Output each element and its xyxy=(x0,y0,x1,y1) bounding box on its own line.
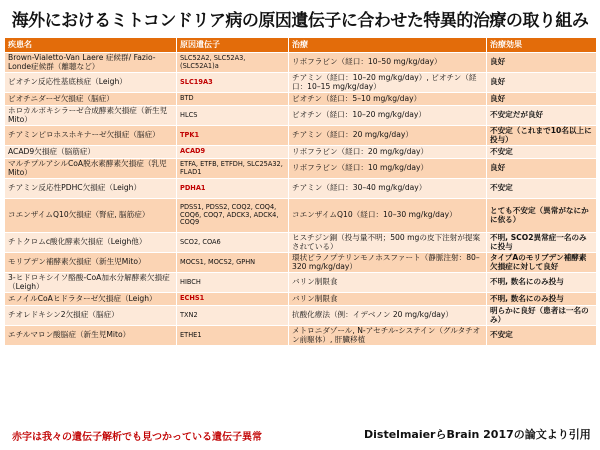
table-header-row xyxy=(5,38,597,53)
gene-cell: TPK1 xyxy=(177,126,289,146)
treatment-cell: リボフラビン（経口：10–50 mg/kg/day） xyxy=(289,53,487,73)
gene-cell: PDHA1 xyxy=(177,179,289,199)
table-row xyxy=(5,93,597,106)
gene-cell: ECHS1 xyxy=(177,293,289,306)
treatment-cell: リボフラビン（経口：20 mg/kg/day） xyxy=(289,146,487,159)
table-row xyxy=(5,293,597,306)
treatment-cell: リボフラビン（経口：10 mg/kg/day） xyxy=(289,159,487,179)
disease-cell: チアミンピロホスホキナーゼ欠損症（脳症） xyxy=(5,126,177,146)
disease-cell: エノイルCoAヒドラターゼ欠損症（Leigh） xyxy=(5,293,177,306)
gene-cell: SLC52A2, SLC52A3, (SLC52A1)a xyxy=(177,53,289,73)
gene-cell: MOCS1, MOCS2, GPHN xyxy=(177,253,289,273)
table-row xyxy=(5,53,597,73)
disease-cell: モリブデン補酵素欠損症（新生児Mito） xyxy=(5,253,177,273)
effect-cell: 良好 xyxy=(487,73,597,93)
table-row xyxy=(5,233,597,253)
effect-cell: 良好 xyxy=(487,159,597,179)
disease-cell: チアミン反応性PDHC欠損症（Leigh） xyxy=(5,179,177,199)
disease-cell: Brown-Vialetto-Van Laere 症候群/ Fazio-Londe症候群（離聴など） xyxy=(5,53,177,73)
disease-cell: チオレドキシン2欠損症（脳症） xyxy=(5,306,177,326)
gene-cell: TXN2 xyxy=(177,306,289,326)
treatment-cell: ビオチン（経口：5–10 mg/kg/day） xyxy=(289,93,487,106)
disease-cell: ビオチニダーゼ欠損症（脳症） xyxy=(5,93,177,106)
table-row xyxy=(5,253,597,273)
header-disease: 疾患名 xyxy=(5,38,177,53)
slide-title: 海外におけるミトコンドリア病の原因遺伝子に合わせた特異的治療の取り組み xyxy=(11,11,589,31)
table-row xyxy=(5,179,597,199)
effect-cell: 不安定（これまで10名以上に投与） xyxy=(487,126,597,146)
effect-cell: 良好 xyxy=(487,53,597,73)
table-row xyxy=(5,73,597,93)
treatment-cell: 抗酸化療法（例：イデベノン 20 mg/kg/day） xyxy=(289,306,487,326)
treatment-cell: 環状ピラノプテリンモノホスファート（静脈注射：80–320 mg/kg/day） xyxy=(289,253,487,273)
effect-cell: 不明, SCO2異常症一名のみに投与 xyxy=(487,233,597,253)
header-gene: 原因遺伝子 xyxy=(177,38,289,53)
table-row xyxy=(5,326,597,346)
treatment-cell: ヒスチジン銅（投与量不明；500 mgの皮下注射が提案されている） xyxy=(289,233,487,253)
gene-cell: ACAD9 xyxy=(177,146,289,159)
table-body xyxy=(5,53,597,346)
table-row xyxy=(5,126,597,146)
treatment-cell: バリン制限食 xyxy=(289,273,487,293)
gene-cell: HLCS xyxy=(177,106,289,126)
effect-cell: 不安定 xyxy=(487,146,597,159)
disease-cell: コエンザイムQ10欠損症（腎症, 脳筋症） xyxy=(5,199,177,233)
treatment-table xyxy=(4,37,597,346)
table-row xyxy=(5,146,597,159)
treatment-cell: チアミン（経口：30–40 mg/kg/day） xyxy=(289,179,487,199)
effect-cell: 不安定 xyxy=(487,326,597,346)
disease-cell: 3-ヒドロキシイソ酪酸-CoA加水分解酵素欠損症（Leigh） xyxy=(5,273,177,293)
effect-cell: 不安定だが良好 xyxy=(487,106,597,126)
table-row xyxy=(5,306,597,326)
header-effect: 治療効果 xyxy=(487,38,597,53)
treatment-cell: ビオチン（経口：10–20 mg/kg/day） xyxy=(289,106,487,126)
effect-cell: 良好 xyxy=(487,93,597,106)
effect-cell: 不安定 xyxy=(487,179,597,199)
gene-cell: ETFA, ETFB, ETFDH, SLC25A32, FLAD1 xyxy=(177,159,289,179)
footnote: 赤字は我々の遺伝子解析でも見つかっている遺伝子異常 xyxy=(12,432,262,443)
header-treatment: 治療 xyxy=(289,38,487,53)
treatment-cell: チアミン（経口：10–20 mg/kg/day）, ビオチン（経口：10–15 mg/kg/day） xyxy=(289,73,487,93)
treatment-cell: チアミン（経口：20 mg/kg/day） xyxy=(289,126,487,146)
gene-cell: SLC19A3 xyxy=(177,73,289,93)
treatment-cell: バリン制限食 xyxy=(289,293,487,306)
treatment-cell: メトロニダゾール, N-アセチル-システイン（グルタチオン前駆体）, 肝臓移植 xyxy=(289,326,487,346)
table-row xyxy=(5,106,597,126)
gene-cell: HIBCH xyxy=(177,273,289,293)
disease-cell: マルチプルアシルCoA脱水素酵素欠損症（乳児Mito） xyxy=(5,159,177,179)
gene-cell: BTD xyxy=(177,93,289,106)
table-row xyxy=(5,273,597,293)
disease-cell: チトクロムc酸化酵素欠損症（Leigh他） xyxy=(5,233,177,253)
disease-cell: ビオチン反応性基底核症（Leigh） xyxy=(5,73,177,93)
disease-cell: ACAD9欠損症（脳筋症） xyxy=(5,146,177,159)
effect-cell: タイプAのモリブデン補酵素欠損症に対して良好 xyxy=(487,253,597,273)
table-row xyxy=(5,159,597,179)
gene-cell: PDSS1, PDSS2, COQ2, COQ4, COQ6, COQ7, ADCK3, ADCK4, COQ9 xyxy=(177,199,289,233)
effect-cell: とても不安定（異常がなにかに依る） xyxy=(487,199,597,233)
effect-cell: 不明, 数名にのみ投与 xyxy=(487,273,597,293)
citation: DistelmaierらBrain 2017の論文より引用 xyxy=(364,428,591,441)
gene-cell: SCO2, COA6 xyxy=(177,233,289,253)
treatment-cell: コエンザイムQ10（経口：10–30 mg/kg/day） xyxy=(289,199,487,233)
disease-cell: エチルマロン酸脳症（新生児Mito） xyxy=(5,326,177,346)
effect-cell: 明らかに良好（患者は一名のみ） xyxy=(487,306,597,326)
effect-cell: 不明, 数名にのみ投与 xyxy=(487,293,597,306)
gene-cell: ETHE1 xyxy=(177,326,289,346)
table-row xyxy=(5,199,597,233)
disease-cell: ホロカルボキシラーゼ合成酵素欠損症（新生児Mito） xyxy=(5,106,177,126)
